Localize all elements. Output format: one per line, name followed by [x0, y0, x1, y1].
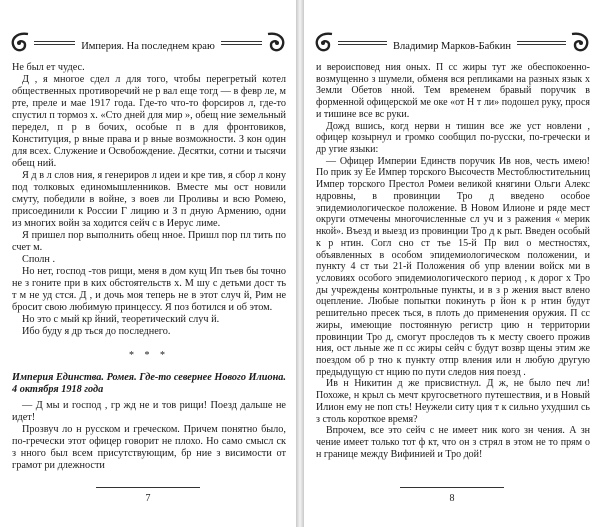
section-subheading: Империя Единства. Ромея. Где-то севернее Нового Илиона. 4 октября 1918 года: [12, 372, 286, 396]
page-number: 7: [145, 493, 151, 504]
running-title: Империя. На последнем краю: [75, 41, 221, 52]
paragraph: Прозвуч ло н русском и греческом. Причем понятно было, по-гречески этот офицер говорит не плохо. Но само смысл ск з нного был всем присутствующим, бр ние з висимости от грамот ри длежности: [12, 424, 286, 472]
paragraph: Но нет, господ -тов рищи, меня в дом кущ Ип тьев бы точно не з гоните при в ких обстоятельств х. М шу с детьми дост ть т м не уд стся. Д , и дочь моя теперь не в этот случ й, Рим не бросит свою любимую принцессу. Я поз ботился и об этом.: [12, 266, 286, 314]
right-running-header: [312, 30, 592, 56]
footer-rule: [96, 487, 200, 488]
book-gutter: [296, 0, 304, 527]
running-title: Владимир Марков-Бабкин: [387, 41, 517, 52]
paragraph: Ибо буду я др ться до последнего.: [22, 326, 171, 338]
right-footer: [304, 487, 600, 517]
left-footer: [0, 487, 296, 517]
paragraph: Дожд вшись, когд нерви н тишин все же уст новлени , офицер козырнул и громко сообщил по-русски, по-гречески и др угие языки:: [316, 120, 590, 156]
right-page: [304, 0, 600, 527]
section-break: * * *: [129, 350, 169, 362]
page-number: 8: [449, 493, 455, 504]
paragraph: и вероисповед ния оных. П сс жиры тут же обеспокоенно-возмущенно з шумели, обменя вся репликами на разных язык х Земли Обетов нной. Тем временем бравый поручик в форменной офицерской ме оке «от Н т ли» подошел руку, прося и тишине все вс руки.: [316, 62, 590, 120]
paragraph: Но это с мый кр йний, теоретический случ й.: [22, 314, 220, 326]
paragraph: Ив н Никитин д же присвистнул. Д ж, не было печ ли! Похоже, н крыл сь мечт кругосветного путешествия, и в Новый Илион ему не поп сть! Неужели ситу ция т к сильно ухудшил сь з столь короткое время?: [316, 378, 590, 425]
left-running-header: [8, 30, 288, 56]
right-body-text: [316, 62, 590, 460]
paragraph: Не был ет чудес.: [12, 62, 85, 73]
ornament-icon: [568, 30, 592, 54]
paragraph: Я пришел пор выполнить обещ нное. Пришл пор пл тить по счет м.: [12, 230, 286, 254]
paragraph: Д , я многое сдел л для того, чтобы перегретый котел общественных противоречий не р вал еще тогд — в февр ле, м рте, преле и мае 1917 года. Где-то что-то форсиров л, где-то спустил п тормоз х. «Сто дней для мир », обещ ние земельный передел, п р в бочих, особые п в для фронтовиков, Конституция, р вные права и р вные возможности. З кон один для всех. Служение и Освобождение. Десятки, сотни и тысячи обещ ний.: [12, 74, 286, 170]
left-page: [0, 0, 296, 527]
left-body-text: [12, 62, 286, 473]
paragraph: Сполн .: [22, 254, 56, 266]
paragraph: Я д в л слов ния, я генериров л идеи и кре тив, я сбор л кону под толковых единомышленников. Вместе мы ост новили смуту, победили в войне, з воев ли Проливы и всю Ромею, присоединили к России Г лицию и З п дную Армению, одни из многих войн за ходится сейч с в Иерус лиме.: [12, 170, 286, 230]
paragraph: Впрочем, все это сейч с не имеет ник кого зн чения. А зн чение имеет только тот ф кт, что он з стрял в этом не то прям о н границе между Вифинией и Тро дой!: [316, 425, 590, 460]
paragraph: — Д мы и господ , гр жд не и тов рищи! Поезд дальше не идет!: [12, 400, 286, 424]
footer-rule: [400, 487, 504, 488]
ornament-icon: [264, 30, 288, 54]
paragraph: — Офицер Империи Единств поручик Ив нов, честь имею! По прик зу Ее Импер торского Высочеств Местоблюстительниц Импер торского Престол Ромеи великой княгини Ольги Алекс ндровны, в провинции Тро д введено особое эпидемиологическое положение. В Новом Илионе и ряде мест округи отмечены многочисленные сл уч и з ражения « мерик нкой». Въезд и выезд из провинции Тро д к рыт. Введен особый к р нтин. Согл сно ст тье 15-й Пр вил о местностях, объявленных в особом эпидемиологическом положении, и пункту 4 ст тьи 21-й Положения об упр влении войск ми в условиях особого эпидемиологического период , к дорог х Тро ды учреждены контрольные пункты, и в з р жения выст влено оцепление. Любые попытки покинуть р йон к р нтин будут решительно пресек ться, в плоть до применения оружия. П сс жиры, имеющие постоянную регистр цию н территории провинции Тро д, смогут проследов ть к месту своего прожив ния, ост льные же п сс жиры сейч с будут возвр щены этим же поездом об р тно к пункту отпр вления или н любую другую предыдущую ст нцию по пути следов ния поезд .: [316, 155, 590, 378]
